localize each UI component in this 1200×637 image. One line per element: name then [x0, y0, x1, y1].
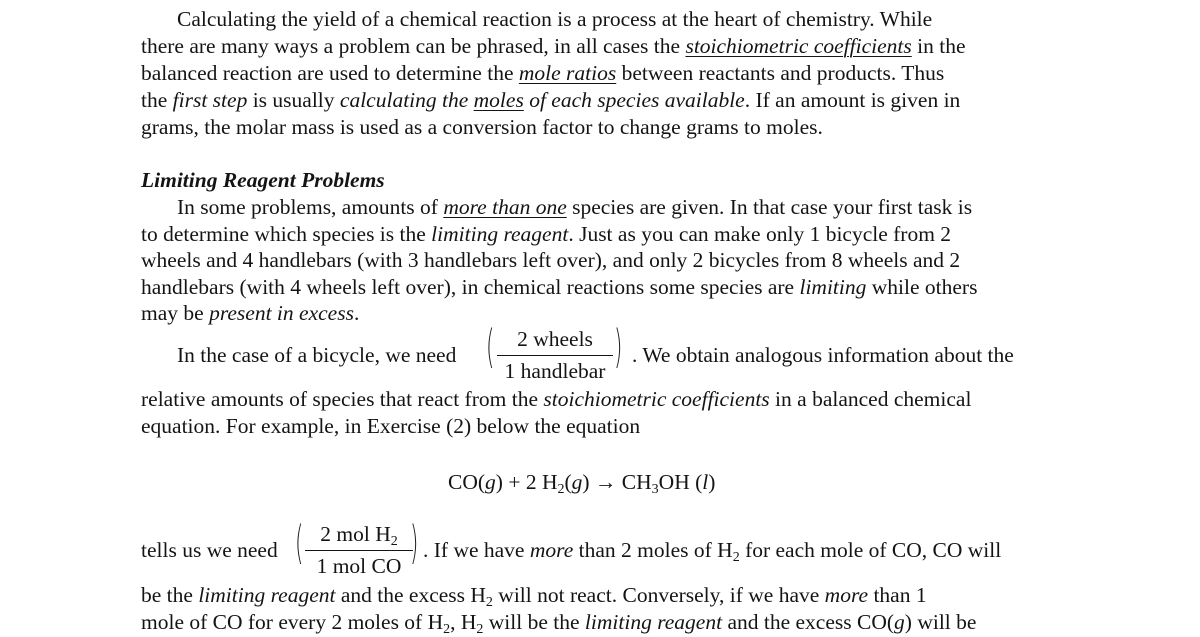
paragraph1-line2: [141, 33, 966, 60]
emphasis-text: present in excess: [209, 301, 354, 325]
emphasis-text: limiting reagent: [584, 610, 723, 634]
phase: g: [571, 470, 583, 494]
subscript: 2: [557, 482, 565, 497]
text: will be the: [483, 610, 585, 634]
text: ) will be: [904, 610, 977, 634]
paragraph4-line3: [141, 609, 976, 636]
subscript: 2: [732, 550, 740, 565]
text: (: [564, 470, 572, 494]
emphasis-text: calculating the: [339, 88, 474, 112]
text: to determine which species is the: [141, 222, 432, 246]
paragraph1-line5: [141, 114, 823, 141]
text: while others: [866, 275, 978, 299]
text: and the excess H: [335, 583, 486, 607]
text: the: [141, 88, 173, 112]
fraction-denominator: 1 mol CO: [316, 554, 402, 578]
text: may be: [141, 301, 210, 325]
subscript: 2: [476, 622, 484, 637]
emphasis-text: more: [824, 583, 869, 607]
paragraph3-line3: equation. For example, in Exercise (2) below the equation: [141, 414, 641, 438]
emphasis-text: stoichiometric coefficients: [685, 34, 912, 58]
fraction-numerator: 2 wheels: [497, 326, 613, 356]
text: in the: [911, 34, 966, 58]
text: OH (: [658, 470, 703, 494]
text: balanced reaction are used to determine the: [141, 61, 519, 85]
emphasis-text: mole ratios: [518, 61, 617, 85]
phase: g: [485, 470, 496, 494]
emphasis-text: limiting reagent: [198, 583, 336, 607]
text: grams, the molar mass is used as a conversion factor to change grams to moles.: [141, 115, 823, 139]
paragraph2-line4: [141, 274, 977, 301]
emphasis-text: stoichiometric coefficients: [543, 387, 770, 411]
text: ) → CH: [582, 470, 652, 494]
text: wheels and 4 handlebars (with 3 handlebars left over), and only 2 bicycles from 8 wheels and 2: [141, 248, 961, 272]
paragraph4-line1a: tells us we need: [141, 538, 278, 562]
phase: l: [702, 470, 709, 494]
left-paren: (: [486, 322, 495, 375]
paragraph4-line1b: [423, 537, 1001, 564]
text: 2 mol H: [320, 522, 391, 546]
subscript: 3: [651, 482, 659, 497]
emphasis-text: limiting: [799, 275, 867, 299]
section-heading: Limiting Reagent Problems: [141, 168, 385, 192]
paragraph3-line1b: . We obtain analogous information about the: [632, 343, 1014, 367]
text: . Just as you can make only 1 bicycle from 2: [568, 222, 952, 246]
phase: g: [894, 610, 905, 634]
text: is usually: [247, 88, 340, 112]
text: between reactants and products. Thus: [616, 61, 945, 85]
mol-fraction: [305, 521, 413, 580]
paragraph3-line2: [141, 386, 971, 413]
right-paren: ): [410, 518, 419, 571]
emphasis-text: more: [529, 538, 574, 562]
text: will not react. Conversely, if we have: [492, 583, 825, 607]
chemical-equation: [448, 469, 715, 496]
emphasis-text: limiting reagent: [431, 222, 569, 246]
text: species are given. In that case your first task is: [566, 195, 973, 219]
text: than 2 moles of H: [573, 538, 733, 562]
text: there are many ways a problem can be phrased, in all cases the: [141, 34, 686, 58]
text: for each mole of CO, CO will: [739, 538, 1002, 562]
wheels-fraction: [497, 326, 613, 385]
paragraph2-line5: [141, 300, 359, 327]
emphasis-text: first step: [172, 88, 248, 112]
emphasis-text: moles: [473, 88, 524, 112]
paragraph1-line3: [141, 60, 944, 87]
paragraph3-line1a: In the case of a bicycle, we need: [177, 343, 457, 367]
subscript: 2: [390, 534, 398, 549]
text: mole of CO for every 2 moles of H: [141, 610, 444, 634]
text: , H: [450, 610, 477, 634]
text: ) + 2 H: [495, 470, 558, 494]
text: CO(: [448, 470, 486, 494]
paragraph4-line2: [141, 582, 927, 609]
text: . If we have: [423, 538, 530, 562]
text: ): [708, 470, 716, 494]
text: handlebars (with 4 wheels left over), in chemical reactions some species are: [141, 275, 800, 299]
text: Calculating the yield of a chemical reaction is a process at the heart of chemistry. While: [177, 7, 933, 31]
left-paren: (: [295, 518, 304, 571]
text: than 1: [868, 583, 927, 607]
right-paren: ): [614, 322, 623, 375]
text: In some problems, amounts of: [177, 195, 444, 219]
text: be the: [141, 583, 199, 607]
paragraph1-line1: [177, 6, 932, 33]
paragraph2-line1: [177, 194, 972, 221]
fraction-numerator: [305, 521, 413, 551]
text: .: [353, 301, 360, 325]
paragraph2-line2: [141, 221, 951, 248]
emphasis-text: of each species available: [523, 88, 745, 112]
text: . If an amount is given in: [744, 88, 961, 112]
emphasis-text: more than one: [443, 195, 567, 219]
subscript: 2: [443, 622, 451, 637]
text: relative amounts of species that react from the: [141, 387, 544, 411]
paragraph1-line4: [141, 87, 960, 114]
paragraph2-line3: [141, 247, 960, 274]
text: and the excess CO(: [722, 610, 895, 634]
subscript: 2: [485, 595, 493, 610]
text: in a balanced chemical: [769, 387, 972, 411]
fraction-denominator: 1 handlebar: [504, 359, 606, 383]
